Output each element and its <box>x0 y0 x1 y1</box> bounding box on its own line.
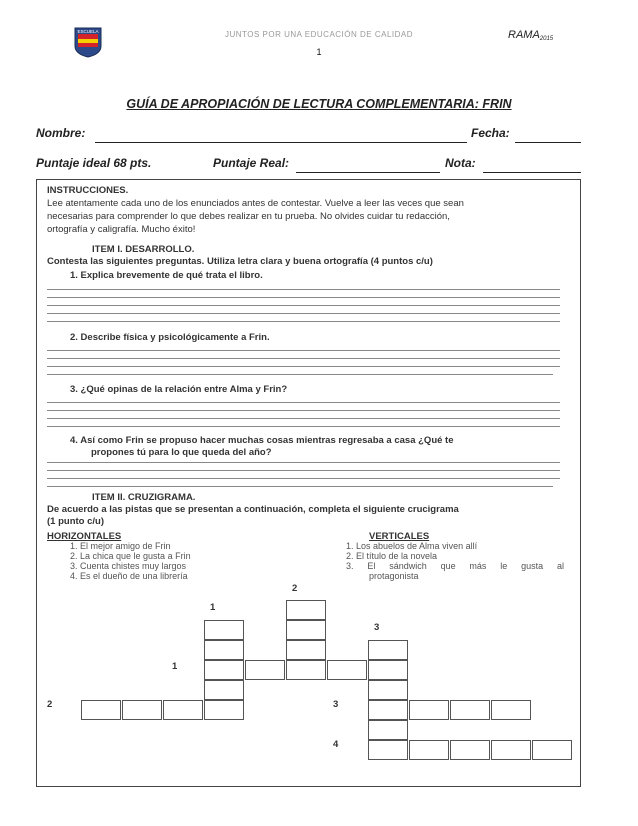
crossword-cell[interactable] <box>204 620 244 640</box>
grid-number-1-horizontal: 1 <box>172 661 178 672</box>
nota-line[interactable] <box>483 172 581 173</box>
item2-heading: ITEM II. CRUZIGRAMA. <box>92 492 196 503</box>
question-3: 3. ¿Qué opinas de la relación entre Alma y Frin? <box>70 384 288 395</box>
answer-line[interactable] <box>47 410 560 411</box>
item2-sub-1: De acuerdo a las pistas que se presentan a continuación, completa el siguiente crucigrama <box>47 504 459 515</box>
question-4: 4. Así como Frin se propuso hacer muchas cosas mientras regresaba a casa ¿Qué te <box>70 435 454 446</box>
crossword-cell[interactable] <box>204 660 244 680</box>
fecha-line[interactable] <box>515 142 581 143</box>
instructions-line-3: ortografía y caligrafía. Mucho éxito! <box>47 224 196 235</box>
crossword-cell[interactable] <box>204 640 244 660</box>
answer-line[interactable] <box>47 350 560 351</box>
answer-line[interactable] <box>47 470 560 471</box>
horizontales-title: HORIZONTALES <box>47 531 122 542</box>
crossword-cell[interactable] <box>450 740 490 760</box>
answer-line[interactable] <box>47 366 560 367</box>
grid-number-4-horizontal: 4 <box>333 739 339 750</box>
question-1: 1. Explica brevemente de qué trata el libro. <box>70 270 263 281</box>
header-subject-name: RAMA <box>508 29 540 41</box>
header-motto: JUNTOS POR UNA EDUCACIÓN DE CALIDAD <box>224 30 414 39</box>
question-4-cont: propones tú para lo que queda del año? <box>91 447 272 458</box>
grid-number-3-vertical: 3 <box>374 622 380 633</box>
logo-text: ESCUELA <box>77 29 99 34</box>
answer-line[interactable] <box>47 313 560 314</box>
item2-sub-2: (1 punto c/u) <box>47 516 104 527</box>
answer-line[interactable] <box>47 478 560 479</box>
clue-horizontal-2: 2. La chica que le gusta a Frin <box>70 551 191 561</box>
crossword-cell[interactable] <box>368 660 408 680</box>
crossword-cell[interactable] <box>368 700 408 720</box>
answer-line[interactable] <box>47 289 560 290</box>
crossword-cell[interactable] <box>368 720 408 740</box>
grid-number-3-horizontal: 3 <box>333 699 339 710</box>
answer-line[interactable] <box>47 374 553 375</box>
puntaje-ideal-label: Puntaje ideal 68 pts. <box>36 156 152 170</box>
page-number: 1 <box>316 47 322 57</box>
answer-line[interactable] <box>47 402 560 403</box>
clue-horizontal-1: 1. El mejor amigo de Frin <box>70 541 171 551</box>
crossword-cell[interactable] <box>286 600 326 620</box>
answer-line[interactable] <box>47 321 560 322</box>
question-2: 2. Describe física y psicológicamente a Frin. <box>70 332 270 343</box>
nombre-label: Nombre: <box>36 126 86 140</box>
crossword-cell[interactable] <box>409 700 449 720</box>
fecha-label: Fecha: <box>471 126 510 140</box>
crossword-cell[interactable] <box>409 740 449 760</box>
puntaje-real-line[interactable] <box>296 172 440 173</box>
instructions-line-1: Lee atentamente cada uno de los enunciados antes de contestar. Vuelve a leer las veces que sean <box>47 198 464 209</box>
crossword-cell[interactable] <box>491 700 531 720</box>
crossword-cell[interactable] <box>286 620 326 640</box>
crossword-cell[interactable] <box>204 700 244 720</box>
clue-vertical-3-cont: protagonista <box>369 571 419 581</box>
crossword-cell[interactable] <box>122 700 162 720</box>
clue-vertical-1: 1. Los abuelos de Alma viven allí <box>346 541 478 551</box>
clue-horizontal-3: 3. Cuenta chistes muy largos <box>70 561 187 571</box>
answer-line[interactable] <box>47 297 560 298</box>
item1-heading: ITEM I. DESARROLLO. <box>92 244 195 255</box>
header-subject <box>508 29 553 42</box>
page-title: GUÍA DE APROPIACIÓN DE LECTURA COMPLEMENTARIA: FRIN <box>126 97 512 111</box>
puntaje-real-label: Puntaje Real: <box>213 156 290 170</box>
nombre-line[interactable] <box>95 142 467 143</box>
crossword-cell[interactable] <box>286 660 326 680</box>
crossword-cell[interactable] <box>245 660 285 680</box>
item1-subheading: Contesta las siguientes preguntas. Utiliza letra clara y buena ortografía (4 puntos c/u) <box>47 256 433 267</box>
crossword-cell[interactable] <box>368 640 408 660</box>
crossword-cell[interactable] <box>368 740 408 760</box>
crossword-cell[interactable] <box>163 700 203 720</box>
answer-line[interactable] <box>47 305 560 306</box>
answer-line[interactable] <box>47 418 560 419</box>
clue-horizontal-4: 4. Es el dueño de una librería <box>70 571 188 581</box>
grid-number-2-vertical: 2 <box>292 583 298 594</box>
crossword-cell[interactable] <box>532 740 572 760</box>
grid-number-2-horizontal: 2 <box>47 699 53 710</box>
verticales-title: VERTICALES <box>369 531 430 542</box>
instructions-heading: INSTRUCCIONES. <box>47 185 129 196</box>
crossword-cell[interactable] <box>81 700 121 720</box>
clue-vertical-3: 3. El sándwich que más le gusta al <box>346 561 564 571</box>
crossword-cell[interactable] <box>450 700 490 720</box>
header-year: 2015 <box>539 36 554 42</box>
answer-line[interactable] <box>47 462 560 463</box>
crossword-cell[interactable] <box>491 740 531 760</box>
grid-number-1-vertical: 1 <box>210 602 216 613</box>
nota-label: Nota: <box>445 156 476 170</box>
answer-line[interactable] <box>47 486 553 487</box>
crossword-cell[interactable] <box>286 640 326 660</box>
crossword-cell[interactable] <box>204 680 244 700</box>
crossword-cell[interactable] <box>327 660 367 680</box>
answer-line[interactable] <box>47 426 560 427</box>
answer-line[interactable] <box>47 358 560 359</box>
clue-vertical-2: 2. El título de la novela <box>346 551 438 561</box>
instructions-line-2: necesarias para comprender lo que debes realizar en tu prueba. No olvides cuidar tu redacción, <box>47 211 450 222</box>
crossword-cell[interactable] <box>368 680 408 700</box>
